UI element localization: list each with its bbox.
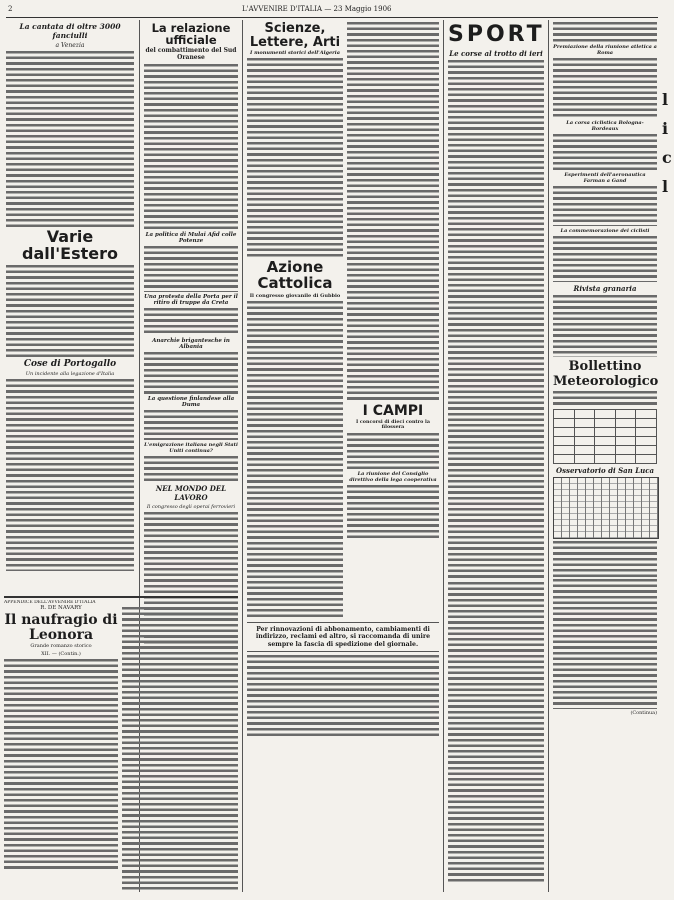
headline-protesta-porta: Una protesta della Porta per il ritiro di truppe da Creta	[144, 293, 238, 306]
article-portogallo-text	[6, 379, 134, 571]
article-cantata-text	[6, 51, 134, 227]
headline-campi: I CAMPI	[362, 403, 424, 419]
article-albania-text	[144, 352, 238, 394]
subhead-filossera: I concorsi di dieci contro la filossera	[355, 418, 430, 431]
column-rule	[548, 20, 549, 892]
headline-bologna-bordeaux: La corsa ciclistica Bologna-Bordeaux	[566, 120, 644, 132]
article-consiglio-text	[347, 485, 439, 541]
article-granaria-text	[553, 295, 657, 357]
feuilleton-continuation-text	[247, 655, 439, 739]
column-5	[551, 20, 659, 892]
headline-cantata: La cantata di oltre 3000 fanciulli	[19, 22, 121, 40]
osservatorio-table-text	[553, 541, 657, 577]
headline-mulai-afid: La politica di Mulai Afid colle Potenze	[145, 231, 237, 244]
column-3	[245, 20, 441, 892]
subhead-legazione: Un incidente alla legazione d'Italia	[25, 370, 115, 377]
article-col5-bottom-text	[553, 579, 657, 709]
subscription-notice: Per rinnovazioni di abbonamento, cambiamenti di indirizzo, reclami ed altro, si raccomanda di unire sempre la fascia di spedizione del giornale.	[255, 625, 431, 648]
column-rule	[242, 20, 243, 892]
article-porta-text	[144, 308, 238, 336]
headline-farman: Esperimenti dell'aeronautica Farman a Gand	[564, 172, 646, 184]
feuilleton-subtitle: Grande romanzo storico	[30, 643, 92, 650]
headline-osservatorio: Osservatorio di San Luca	[556, 466, 654, 475]
article-varie-text	[6, 265, 134, 357]
subhead-gubbio: Il congresso giovanile di Gubbio	[249, 292, 341, 299]
headline-scienze: Scienze, Lettere, Arti	[249, 21, 341, 50]
headline-albania: Anarchie brigantesche in Albania	[152, 337, 230, 350]
feuilleton-text-2	[122, 607, 238, 891]
continua-note: (Continua)	[630, 710, 657, 716]
feuilleton-tag: APPENDICE DELL'AVVENIRE D'ITALIA	[4, 600, 96, 605]
article-bordeaux-text	[553, 134, 657, 170]
feuilleton-text-1	[4, 659, 118, 869]
headline-azione-cattolica: Azione Cattolica	[257, 258, 333, 293]
feuilleton-chapter: XII. — (Contin.)	[41, 651, 81, 658]
feuilleton-divider	[4, 596, 238, 598]
article-premiazione-text	[553, 58, 657, 118]
next-page-edge: l i c l	[662, 90, 672, 196]
article-sport-text	[448, 60, 544, 580]
headline-bollettino: Bollettino Meteorologico	[553, 359, 659, 389]
article-emigrazione-text	[144, 456, 238, 482]
subhead-algeria: I monumenti storici dell'Algeria	[250, 50, 340, 57]
headline-duma: La questione finlandese alla Duma	[147, 395, 235, 408]
headline-emigrazione: L'emigrazione italiana negli Stati Uniti continua?	[144, 441, 238, 454]
headline-sport: SPORT	[448, 22, 545, 47]
subhead-ferrovieri: Il congresso degli operai ferrovieri	[146, 503, 236, 510]
headline-varie-estero: Varie dall'Estero	[22, 227, 118, 263]
article-azione-text	[247, 301, 343, 617]
headline-rivista-granaria: Rivista granaria	[573, 284, 637, 293]
headline-consiglio: La riunione del Consiglio direttivo della lega cooperativa	[349, 471, 437, 484]
headline-portogallo: Cose di Portogallo	[23, 358, 117, 369]
barometer-chart	[553, 477, 659, 539]
article-campi-text	[347, 433, 439, 469]
column-4	[446, 20, 546, 892]
subhead-oranese: del combattimento del Sud Oranese	[145, 47, 237, 62]
article-commemorazione-text	[553, 236, 657, 282]
feuilleton-author: R. DE NAVARY	[40, 605, 82, 611]
article-relazione-text	[144, 64, 238, 230]
column-rule	[443, 20, 444, 892]
article-farman-text	[553, 186, 657, 226]
article-mulai-text	[144, 246, 238, 292]
feuilleton-title: Il naufragio di Leonora	[4, 612, 118, 643]
headline-relazione: La relazione ufficiale	[151, 21, 231, 48]
weather-table	[553, 409, 657, 464]
bollettino-text	[553, 391, 657, 407]
article-duma-text	[144, 410, 238, 440]
paper-title-date: L'AVVENIRE D'ITALIA — 23 Maggio 1906	[242, 5, 392, 13]
masthead-line	[6, 3, 658, 18]
headline-corse-trotto: Le corse al trotto di ieri	[449, 49, 543, 58]
article-col5-top-text	[553, 22, 657, 42]
headline-mondo-lavoro: NEL MONDO DEL LAVORO	[155, 483, 227, 502]
headline-commemorazione: La commemorazione dei ciclisti	[560, 228, 650, 234]
subhead-venezia: a Venezia	[55, 42, 85, 49]
article-continuation-text	[347, 22, 439, 402]
page-number: 2	[8, 5, 13, 13]
article-scienze-text	[247, 58, 343, 258]
feuilleton	[4, 600, 238, 892]
headline-premiazione: Premiazione della riunione atletica a Roma	[553, 44, 657, 56]
article-sport-text-2	[448, 582, 544, 882]
